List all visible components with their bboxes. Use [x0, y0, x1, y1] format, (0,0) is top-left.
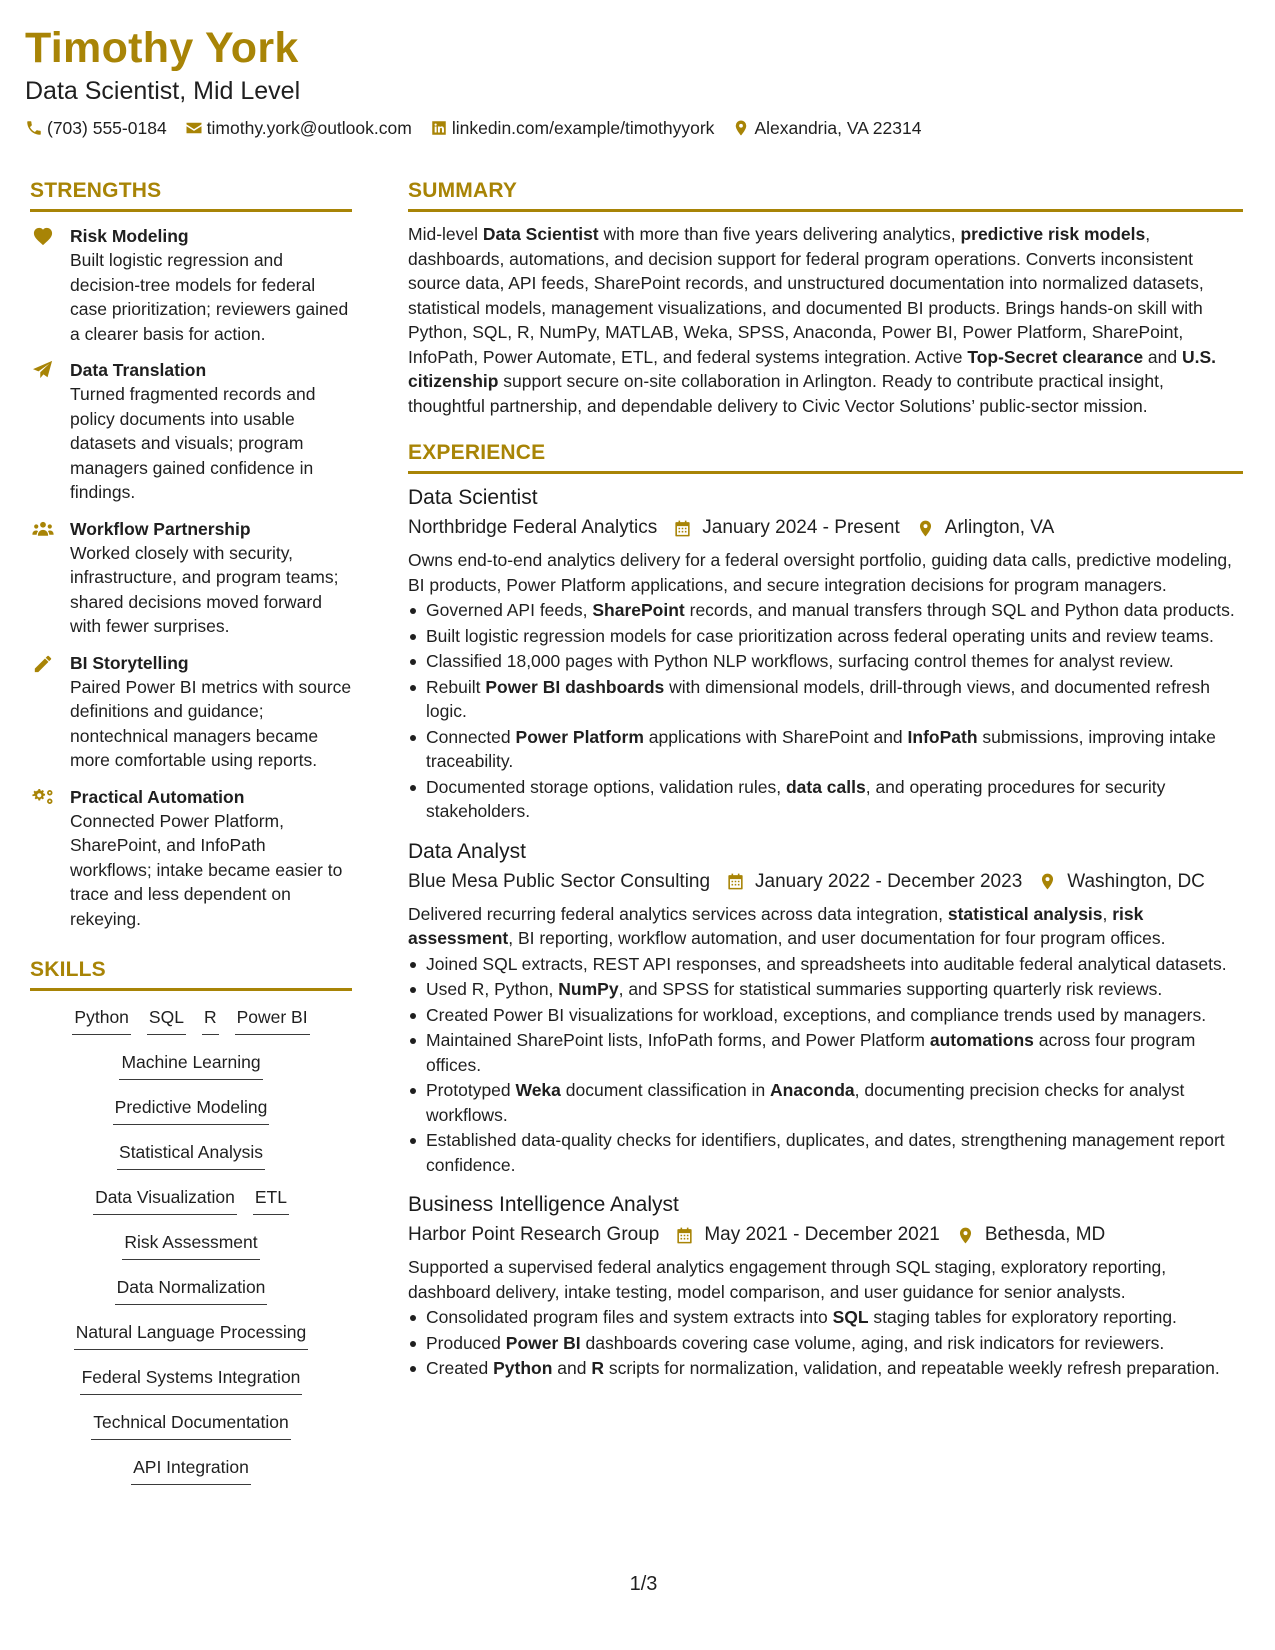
- job-dates-text: January 2022 - December 2023: [755, 870, 1023, 892]
- job-bullet: Classified 18,000 pages with Python NLP workflows, surfacing control themes for analyst review.: [408, 649, 1243, 674]
- resume-header: [25, 22, 1255, 139]
- skills-section: [30, 957, 352, 1500]
- skill-row: [30, 1410, 352, 1455]
- page-number: 1/3: [629, 1573, 658, 1595]
- job-dates-text: May 2021 - December 2021: [704, 1224, 940, 1245]
- summary-heading: SUMMARY: [408, 178, 1243, 212]
- skill-row: [30, 1455, 352, 1500]
- contact-linkedin-text: linkedin.com/example/timothyyork: [451, 118, 715, 138]
- contact-location-text: Alexandria, VA 22314: [754, 118, 922, 138]
- job-bullets: [408, 952, 1243, 1178]
- job-company: [408, 1221, 659, 1249]
- job-dates: [673, 514, 900, 542]
- calendar-icon: [726, 872, 745, 891]
- experience-heading: EXPERIENCE: [408, 440, 1243, 474]
- skill-tag: Natural Language Processing: [74, 1320, 309, 1350]
- job-bullet: Created Python and R scripts for normalization, validation, and repeatable weekly refresh preparation.: [408, 1356, 1243, 1381]
- left-column: [30, 178, 352, 1500]
- skill-tag: Federal Systems Integration: [80, 1365, 303, 1395]
- strengths-section: [30, 178, 352, 931]
- job-bullet: Rebuilt Power BI dashboards with dimensional models, drill-through views, and documented refresh logic.: [408, 675, 1243, 724]
- job-dates: [726, 868, 1022, 896]
- strength-item: [30, 358, 352, 505]
- linkedin-icon: [430, 119, 448, 137]
- job-title: Data Scientist: [408, 486, 538, 509]
- job-bullet: Joined SQL extracts, REST API responses, and spreadsheets into auditable federal analytical datasets.: [408, 952, 1243, 977]
- contact-email[interactable]: [185, 117, 412, 139]
- skill-row: [30, 1275, 352, 1320]
- skill-row: [30, 1320, 352, 1365]
- strength-item: [30, 651, 352, 773]
- job-company-text: Harbor Point Research Group: [408, 1224, 660, 1245]
- strength-desc: Turned fragmented records and policy documents into usable datasets and visuals; program managers gained confidence in findings.: [70, 384, 316, 502]
- job-entry: [408, 838, 1243, 1178]
- location-pin-icon: [916, 519, 935, 538]
- skill-row: [30, 1140, 352, 1185]
- skills-heading: SKILLS: [30, 957, 352, 991]
- job-location: [916, 514, 1054, 542]
- envelope-icon: [185, 119, 203, 137]
- job-description: Owns end-to-end analytics delivery for a federal oversight portfolio, guiding data calls, predictive modeling, BI products, Power Platform applications, and secure integration decisions for program managers.: [408, 550, 1232, 595]
- strength-desc: Worked closely with security, infrastructure, and program teams; shared decisions moved forward with fewer surprises.: [70, 542, 339, 636]
- job-dates: [675, 1221, 940, 1249]
- job-dates-text: January 2024 - Present: [702, 517, 900, 538]
- strength-title: Workflow Partnership: [70, 518, 251, 539]
- skill-tag: Risk Assessment: [122, 1230, 259, 1260]
- skill-tag: Technical Documentation: [91, 1410, 291, 1440]
- job-list: [408, 484, 1243, 1381]
- skill-tag: SQL: [147, 1005, 186, 1035]
- skill-tag: Machine Learning: [119, 1050, 262, 1080]
- skill-tag: Data Visualization: [93, 1185, 237, 1215]
- location-pin-icon: [956, 1226, 975, 1245]
- strengths-heading: STRENGTHS: [30, 178, 352, 212]
- job-bullets: [408, 598, 1243, 824]
- paper-plane-icon: [32, 360, 54, 380]
- gears-icon: [32, 787, 54, 807]
- job-entry: [408, 484, 1243, 824]
- job-location-text: Arlington, VA: [944, 517, 1055, 538]
- job-bullets: [408, 1305, 1243, 1381]
- location-pin-icon: [1038, 872, 1057, 891]
- skill-tag: Power BI: [235, 1005, 310, 1035]
- job-location-text: Bethesda, MD: [984, 1224, 1106, 1245]
- job-bullet: Produced Power BI dashboards covering case volume, aging, and risk indicators for reviewers.: [408, 1331, 1243, 1356]
- skills-list: [30, 1005, 352, 1500]
- skill-tag: Statistical Analysis: [117, 1140, 265, 1170]
- location-pin-icon: [732, 119, 750, 137]
- strength-desc: Paired Power BI metrics with source definitions and guidance; nontechnical managers became more comfortable using reports.: [70, 676, 352, 770]
- job-bullet: Built logistic regression models for case prioritization across federal operating units and review teams.: [408, 624, 1243, 649]
- phone-icon: [25, 119, 43, 137]
- job-bullet: Consolidated program files and system extracts into SQL staging tables for exploratory reporting.: [408, 1305, 1243, 1330]
- pencil-icon: [32, 653, 54, 673]
- contact-phone[interactable]: [25, 117, 167, 139]
- skill-row: [30, 1365, 352, 1410]
- job-location-text: Washington, DC: [1067, 870, 1205, 892]
- job-company: [408, 514, 657, 542]
- job-bullet: Documented storage options, validation rules, data calls, and operating procedures for security stakeholders.: [408, 775, 1243, 824]
- heart-icon: [32, 226, 54, 246]
- strength-desc: Built logistic regression and decision-tree models for federal case prioritization; reviewers gained a clearer basis for action.: [70, 250, 349, 344]
- contact-phone-text: (703) 555-0184: [47, 118, 167, 138]
- job-company-text: Northbridge Federal Analytics: [408, 517, 658, 538]
- users-icon: [32, 519, 54, 539]
- job-bullet: Created Power BI visualizations for workload, exceptions, and compliance trends used by managers.: [408, 1003, 1243, 1028]
- job-entry: [408, 1191, 1243, 1381]
- skill-tag: R: [202, 1005, 219, 1035]
- skill-tag: ETL: [253, 1185, 289, 1215]
- skill-row: [30, 1185, 352, 1230]
- job-title: Business Intelligence Analyst: [408, 1193, 679, 1216]
- job-bullet: Established data-quality checks for identifiers, duplicates, and dates, strengthening management report confidence.: [408, 1128, 1243, 1177]
- skill-row: [30, 1095, 352, 1140]
- job-bullet: Maintained SharePoint lists, InfoPath forms, and Power Platform automations across four program offices.: [408, 1028, 1243, 1077]
- strength-title: BI Storytelling: [70, 652, 189, 673]
- job-meta: [408, 1221, 1243, 1249]
- job-title: Data Analyst: [408, 839, 526, 863]
- job-bullet: Prototyped Weka document classification in Anaconda, documenting precision checks for analyst workflows.: [408, 1078, 1243, 1127]
- skill-tag: API Integration: [131, 1455, 251, 1485]
- job-bullet: Used R, Python, NumPy, and SPSS for statistical summaries supporting quarterly risk reviews.: [408, 977, 1243, 1002]
- strength-title: Risk Modeling: [70, 226, 189, 246]
- job-company-text: Blue Mesa Public Sector Consulting: [408, 870, 711, 892]
- skill-tag: Data Normalization: [115, 1275, 268, 1305]
- summary-text: Mid-level Data Scientist with more than five years delivering analytics, predictive risk models, dashboards, automations, and decision support for federal program operations. Converts inconsistent source data, API feeds, SharePoint records, and unstructured documentation into normalized datasets, statistical models, management visualizations, and documented BI products. Brings hands-on skill with Python, SQL, R, NumPy, MATLAB, Weka, SPSS, Anaconda, Power BI, Power Platform, SharePoint, InfoPath, Power Automate, ETL, and federal systems integration. Active Top-Secret clearance and U.S. citizenship support secure on-site collaboration in Arlington. Ready to contribute practical insight, thoughtful partnership, and dependable delivery to Civic Vector Solutions’ public-sector mission.: [408, 224, 1217, 416]
- summary-section: [408, 178, 1243, 418]
- strength-item: [30, 517, 352, 639]
- job-description: Delivered recurring federal analytics services across data integration, statistical analysis, risk assessment, BI reporting, workflow automation, and user documentation for four program offices.: [408, 903, 1166, 948]
- strength-title: Data Translation: [70, 360, 207, 380]
- job-bullet: Connected Power Platform applications with SharePoint and InfoPath submissions, improving intake traceability.: [408, 725, 1243, 774]
- skill-row: [30, 1050, 352, 1095]
- contact-email-text: timothy.york@outlook.com: [206, 118, 412, 138]
- job-company: [408, 868, 710, 896]
- right-column: [408, 178, 1243, 1381]
- skill-row: [30, 1005, 352, 1050]
- job-location: [1038, 868, 1205, 896]
- skill-tag: Python: [72, 1005, 130, 1035]
- skill-tag: Predictive Modeling: [113, 1095, 270, 1125]
- calendar-icon: [673, 519, 692, 538]
- job-description: Supported a supervised federal analytics engagement through SQL staging, exploratory reporting, dashboard delivery, intake testing, model comparison, and user guidance for senior analysts.: [408, 1257, 1167, 1302]
- job-location: [956, 1221, 1105, 1249]
- contact-linkedin[interactable]: [430, 117, 715, 139]
- candidate-role: Data Scientist, Mid Level: [25, 77, 301, 105]
- job-meta: [408, 514, 1243, 542]
- strength-item: [30, 785, 352, 932]
- strength-desc: Connected Power Platform, SharePoint, and InfoPath workflows; intake became easier to trace and less dependent on rekeying.: [70, 810, 343, 929]
- job-meta: [408, 868, 1243, 896]
- job-bullet: Governed API feeds, SharePoint records, and manual transfers through SQL and Python data products.: [408, 598, 1243, 623]
- strength-title: Practical Automation: [70, 786, 245, 807]
- candidate-name: Timothy York: [25, 24, 299, 72]
- strength-item: [30, 224, 352, 346]
- skill-row: [30, 1230, 352, 1275]
- contact-location: [732, 117, 921, 139]
- calendar-icon: [675, 1226, 694, 1245]
- contact-bar: [25, 117, 1255, 139]
- experience-section: [408, 440, 1243, 1381]
